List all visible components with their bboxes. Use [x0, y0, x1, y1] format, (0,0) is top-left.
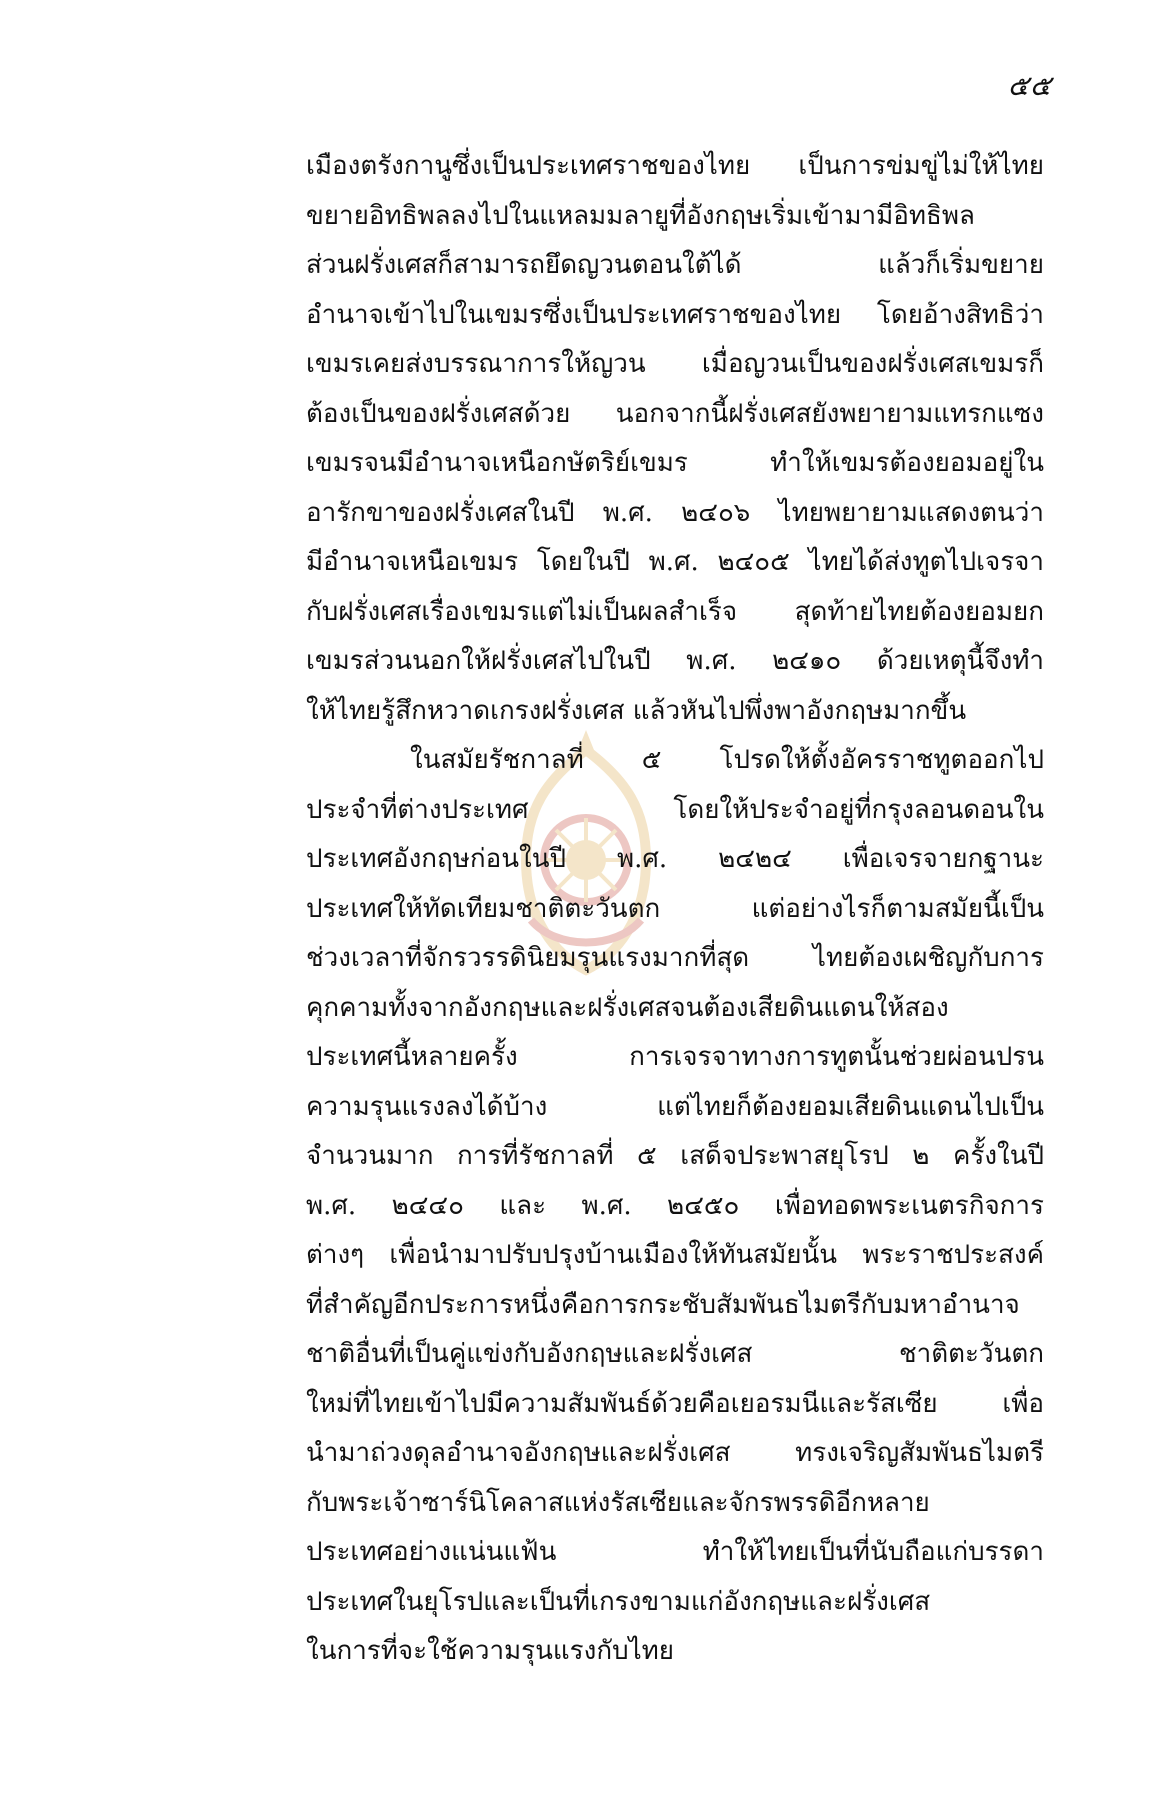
text-line: ต้องเป็นของฝรั่งเศสด้วย นอกจากนี้ฝรั่งเศสยังพยายามแทรกแซง — [306, 398, 1044, 429]
text-line: ให้ไทยรู้สึกหวาดเกรงฝรั่งเศส แล้วหันไปพึ่งพาอังกฤษมากขึ้น — [306, 695, 967, 726]
text-line: กับฝรั่งเศสเรื่องเขมรแต่ไม่เป็นผลสำเร็จ สุดท้ายไทยต้องยอมยก — [306, 596, 1044, 627]
text-line: อำนาจเข้าไปในเขมรซึ่งเป็นประเทศราชของไทย โดยอ้างสิทธิว่า — [306, 299, 1044, 330]
text-line: อารักขาของฝรั่งเศสในปี พ.ศ. ๒๔๐๖ ไทยพยายามแสดงตนว่า — [306, 497, 1044, 528]
text-line: คุกคามทั้งจากอังกฤษและฝรั่งเศสจนต้องเสียดินแดนให้สอง — [306, 992, 949, 1023]
text-line: ในการที่จะใช้ความรุนแรงกับไทย — [306, 1636, 675, 1666]
text-line: ต่างๆ เพื่อนำมาปรับปรุงบ้านเมืองให้ทันสมัยนั้น พระราชประสงค์ — [306, 1240, 1044, 1270]
text-line: เขมรจนมีอำนาจเหนือกษัตริย์เขมร ทำให้เขมรต้องยอมอยู่ใน — [306, 448, 1044, 478]
text-line: ใหม่ที่ไทยเข้าไปมีความสัมพันธ์ด้วยคือเยอรมนีและรัสเซีย เพื่อ — [306, 1388, 1044, 1419]
text-line: ประเทศในยุโรปและเป็นที่เกรงขามแก่อังกฤษและฝรั่งเศส — [306, 1586, 931, 1617]
text-line: ประเทศนี้หลายครั้ง การเจรจาทางการทูตนั้นช่วยผ่อนปรน — [306, 1042, 1044, 1072]
text-line: ส่วนฝรั่งเศสก็สามารถยึดญวนตอนใต้ได้ แล้วก็เริ่มขยาย — [306, 250, 1044, 280]
text-line: ขยายอิทธิพลลงไปในแหลมมลายูที่อังกฤษเริ่มเข้ามามีอิทธิพล — [306, 200, 975, 231]
body-text — [306, 142, 1044, 1677]
text-line: ชาติอื่นที่เป็นคู่แข่งกับอังกฤษและฝรั่งเศส ชาติตะวันตก — [306, 1339, 1044, 1369]
text-line: พ.ศ. ๒๔๔๐ และ พ.ศ. ๒๔๕๐ เพื่อทอดพระเนตรกิจการ — [306, 1190, 1044, 1221]
paragraph-1 — [306, 142, 1044, 736]
text-line: กับพระเจ้าซาร์นิโคลาสแห่งรัสเซียและจักรพรรดิอีกหลาย — [306, 1487, 930, 1518]
text-line: ความรุนแรงลงได้บ้าง แต่ไทยก็ต้องยอมเสียดินแดนไปเป็น — [306, 1091, 1044, 1122]
text-line: ประเทศอังกฤษก่อนในปี พ.ศ. ๒๔๒๔ เพื่อเจรจายกฐานะ — [306, 844, 1044, 874]
text-line: ประเทศอย่างแน่นแฟ้น ทำให้ไทยเป็นที่นับถือแก่บรรดา — [306, 1537, 1044, 1567]
text-line: เขมรเคยส่งบรรณาการให้ญวน เมื่อญวนเป็นของฝรั่งเศสเขมรก็ — [306, 349, 1044, 379]
text-line: ประเทศให้ทัดเทียมชาติตะวันตก แต่อย่างไรก็ตามสมัยนี้เป็น — [306, 893, 1044, 924]
page-number: ๕๕ — [1007, 69, 1052, 102]
text-line: ในสมัยรัชกาลที่ ๕ โปรดให้ตั้งอัครราชทูตออกไป — [410, 745, 1044, 775]
text-line: ประจำที่ต่างประเทศ โดยให้ประจำอยู่ที่กรุงลอนดอนใน — [306, 794, 1044, 825]
text-line: เขมรส่วนนอกให้ฝรั่งเศสไปในปี พ.ศ. ๒๔๑๐ ด้วยเหตุนี้จึงทำ — [306, 646, 1044, 676]
text-line: ที่สำคัญอีกประการหนึ่งคือการกระชับสัมพันธไมตรีกับมหาอำนาจ — [306, 1289, 1020, 1320]
paragraph-2 — [306, 736, 1044, 1677]
text-line: นำมาถ่วงดุลอำนาจอังกฤษและฝรั่งเศส ทรงเจริญสัมพันธไมตรี — [306, 1438, 1044, 1468]
text-line: มีอำนาจเหนือเขมร โดยในปี พ.ศ. ๒๔๐๕ ไทยได้ส่งทูตไปเจรจา — [306, 547, 1044, 577]
text-line: จำนวนมาก การที่รัชกาลที่ ๕ เสด็จประพาสยุโรป ๒ ครั้งในปี — [306, 1141, 1044, 1171]
text-line: ช่วงเวลาที่จักรวรรดินิยมรุนแรงมากที่สุด ไทยต้องเผชิญกับการ — [306, 943, 1044, 973]
text-line: เมืองตรังกานูซึ่งเป็นประเทศราชของไทย เป็นการข่มขู่ไม่ให้ไทย — [306, 151, 1044, 181]
